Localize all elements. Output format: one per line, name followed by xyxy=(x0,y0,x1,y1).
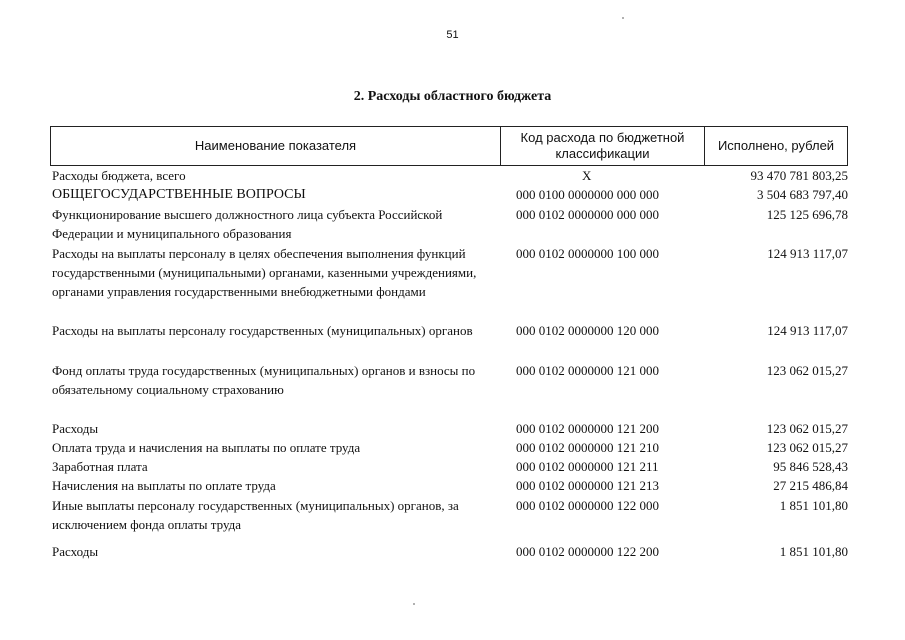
row-amount: 125 125 696,78 xyxy=(766,207,848,222)
row-amount: 95 846 528,43 xyxy=(773,459,848,474)
row-code: 000 0102 0000000 121 000 xyxy=(516,363,659,378)
header-code: Код расхода по бюджетной классификации xyxy=(501,127,705,165)
row-code: 000 0102 0000000 000 000 xyxy=(516,207,659,222)
row-code: 000 0102 0000000 121 211 xyxy=(516,459,659,474)
row-name: Расходы на выплаты персоналу государственных (муниципальных) органов xyxy=(52,323,473,338)
row-name: ОБЩЕГОСУДАРСТВЕННЫЕ ВОПРОСЫ xyxy=(52,187,306,202)
table-header xyxy=(50,126,848,166)
row-name: Расходы xyxy=(52,421,99,436)
row-name: Расходы на выплаты персоналу в целях обеспечения выполнения функций государственными (муниципальными) органами, казенными учреждениями, органами управления государственными внебюджетными фондами xyxy=(52,246,477,299)
row-name: Оплата труда и начисления на выплаты по оплате труда xyxy=(52,440,361,455)
row-amount: 123 062 015,27 xyxy=(766,440,848,455)
row-amount: 123 062 015,27 xyxy=(766,421,848,436)
row-name: Функционирование высшего должностного лица субъекта Российской Федерации и муниципального образования xyxy=(52,207,443,241)
row-amount: 27 215 486,84 xyxy=(773,478,848,493)
row-name: Расходы бюджета, всего xyxy=(52,168,186,183)
row-name: Заработная плата xyxy=(52,459,148,474)
row-amount: 123 062 015,27 xyxy=(766,363,848,378)
row-amount: 93 470 781 803,25 xyxy=(750,168,848,183)
row-code: 000 0102 0000000 121 200 xyxy=(516,421,659,436)
scan-speck xyxy=(413,603,415,605)
row-code: 000 0102 0000000 121 210 xyxy=(516,440,659,455)
header-amount: Исполнено, рублей xyxy=(717,138,835,153)
section-title: 2. Расходы областного бюджета xyxy=(353,89,552,104)
row-name: Начисления на выплаты по оплате труда xyxy=(52,478,276,493)
row-code: 000 0102 0000000 122 200 xyxy=(516,544,659,559)
row-amount: 1 851 101,80 xyxy=(779,498,848,513)
row-amount: 1 851 101,80 xyxy=(779,544,848,559)
header-name: Наименование показателя xyxy=(51,127,501,165)
row-code: 000 0102 0000000 121 213 xyxy=(516,478,659,493)
page-number: 51 xyxy=(446,29,459,41)
row-amount: 3 504 683 797,40 xyxy=(757,187,848,202)
row-code: 000 0102 0000000 122 000 xyxy=(516,498,659,513)
row-name: Фонд оплаты труда государственных (муниципальных) органов и взносы по обязательному социальному страхованию xyxy=(52,363,476,397)
row-code: 000 0100 0000000 000 000 xyxy=(516,187,659,202)
row-code: 000 0102 0000000 120 000 xyxy=(516,323,659,338)
row-amount: 124 913 117,07 xyxy=(767,246,848,261)
row-code: X xyxy=(582,168,592,183)
row-amount: 124 913 117,07 xyxy=(767,323,848,338)
row-name: Иные выплаты персоналу государственных (муниципальных) органов, за исключением фонда оплаты труда xyxy=(52,498,459,532)
row-code: 000 0102 0000000 100 000 xyxy=(516,246,659,261)
scan-speck xyxy=(622,17,624,19)
row-name: Расходы xyxy=(52,544,99,559)
